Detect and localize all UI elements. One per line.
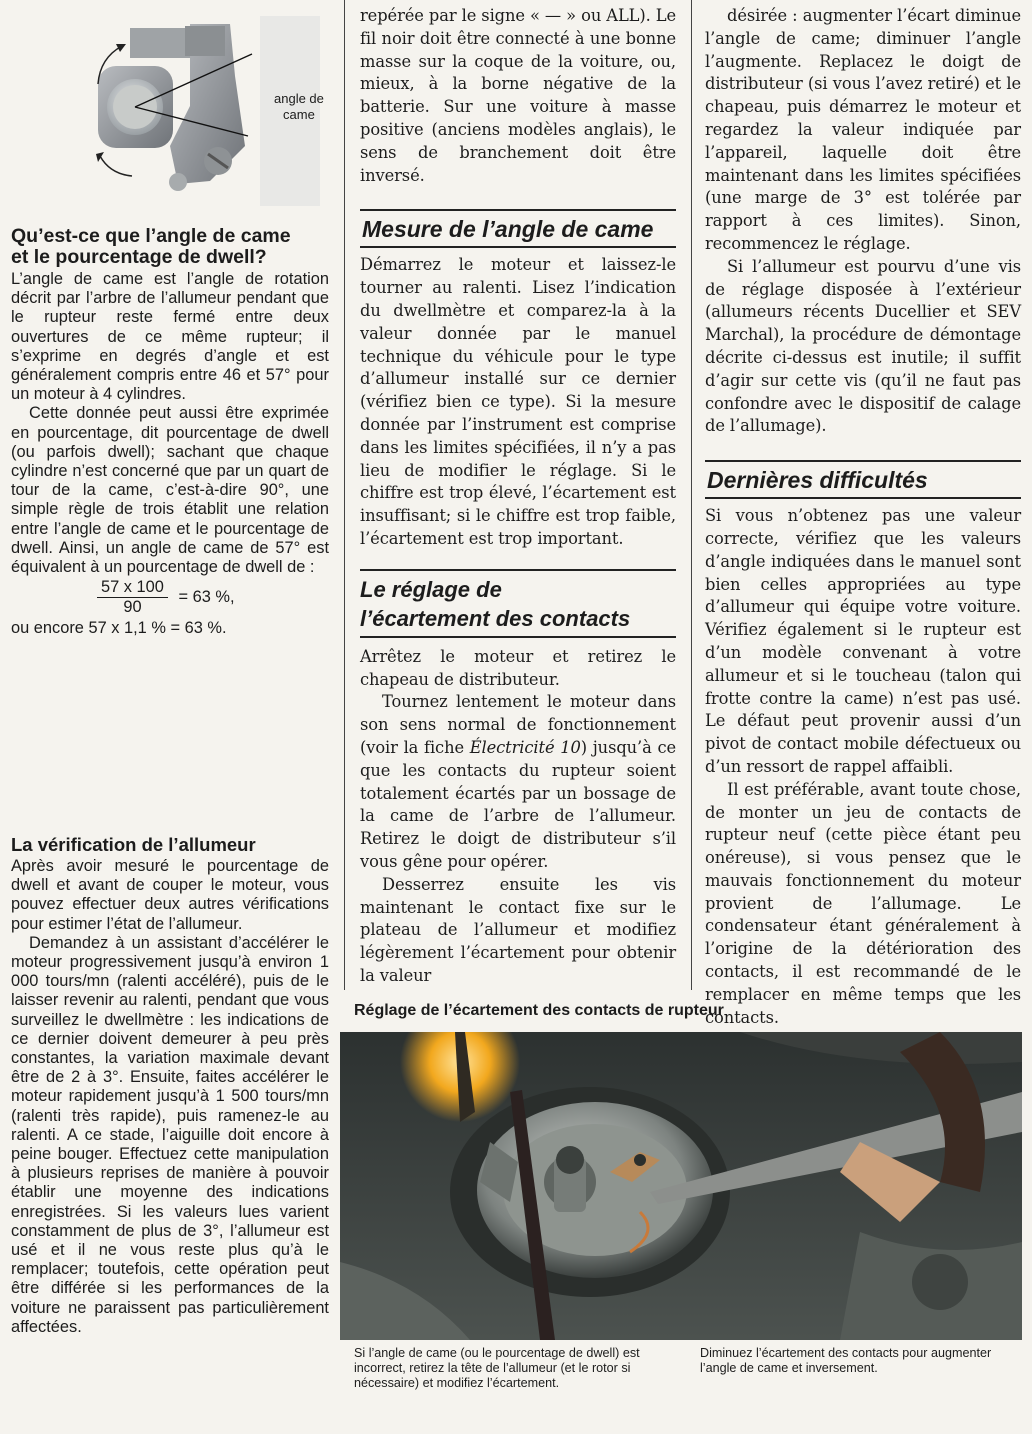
turn-engine-text-start: Tournez lentement le moteur dans son sens normal de fonctionnement (voir la fiche <box>360 692 676 757</box>
formula-fraction <box>97 578 329 617</box>
paragraph-assistant-procedure: Demandez à un assistant d’accélérer le moteur progressivement jusqu’à environ 1 000 tours/mn (ralenti accéléré), puis de le laisser revenir au ralenti, pendant que vous surveillez le dwellmètre : les indications de ce dernier doivent demeurer à peu près constantes, la variation maximale devant être de 2 à 3°. Ensuite, faites accélérer le moteur rapidement jusqu’à 1 500 tours/mn (ralenti très rapide), puis ramenez-le au ralenti. A ce stade, l’aiguille doit encore à peine bouger. Effectuez cette manipulation à plusieurs reprises de manière à pouvoir établir une moyenne des indications enregistrées. Si les valeurs lues varient constamment de plus de 3°, l’allumeur est usé et il ne vous reste plus qu’à le remplacer; toutefois, cette opération peut être différée si les performances de la voiture ne paraissent pas particulièrement affectées. <box>11 933 329 1336</box>
fraction-result: = 63 %, <box>178 588 235 607</box>
heading-last-difficulties: Dernières difficultés <box>705 460 1021 499</box>
heading-line1: Le réglage de <box>360 576 502 602</box>
left-column <box>11 226 329 638</box>
heading-distributor-check: La vérification de l’allumeur <box>11 834 256 855</box>
middle-text-block-1 <box>360 5 676 187</box>
paragraph-desired-value: désirée : augmenter l’écart diminue l’angle de came; diminuer l’angle l’augmente. Replacez le doigt de distributeur (si vous l’avez retiré) et le chapeau, puis démarrez le moteur et regardez la valeur indiquée par l’appareil, laquelle doit être maintenant dans les limites spécifiées (une marge de 3° est tolérée par rapport à ces limites). Sinon, recommencez le réglage. <box>705 6 1021 253</box>
paragraph-adjustment-screw: Si l’allumeur est pourvu d’une vis de réglage disposée à l’extérieur (allumeurs récents Ducellier et SEV Marchal), la procédure de démontage décrite ci-dessus est inutile; il suffit d’agir sur cette vis (qu’il ne faut pas confondre avec le dispositif de calage de l’allumage). <box>705 256 1021 436</box>
diagram-label-line2: came <box>283 107 315 122</box>
right-column <box>705 5 1021 1029</box>
heading-contact-gap-adjustment <box>360 575 676 633</box>
middle-text-block-2 <box>360 254 676 550</box>
heading-line2: l’écartement des contacts <box>360 605 631 631</box>
heading-cam-angle-question <box>11 226 329 268</box>
reference-electricite-10: Électricité 10 <box>469 737 581 757</box>
fraction <box>97 578 168 617</box>
paragraph-turn-engine <box>360 691 676 873</box>
right-text-block-1 <box>705 5 1021 438</box>
left-column-lower <box>11 834 329 1337</box>
fraction-numerator: 57 x 100 <box>97 578 168 598</box>
heading-line2: et le pourcentage de dwell? <box>11 246 267 268</box>
caption-right: Diminuez l’écartement des contacts pour augmenter l’angle de came et inversement. <box>700 1346 992 1375</box>
distributor-photo <box>340 1032 1022 1340</box>
paragraph-wire-connection: repérée par le signe « — » ou ALL). Le fil noir doit être connecté à une bonne masse sur la coque de la voiture, ou, mieux, à la borne négative de la batterie. Sur une voiture à masse positive (anciens modèles anglais), le sens de branchement doit être inversé. <box>360 6 677 185</box>
cam-angle-diagram <box>60 6 340 206</box>
diagram-label <box>274 91 324 123</box>
paragraph-cam-angle-definition: L’angle de came est l’angle de rotation décrit par l’arbre de l’allumeur pendant que le rupteur reste fermé entre deux ouvertures de ce même rupteur; il s’exprime en degrés d’angle et est généralement compris entre 46 et 57° pour un moteur à 4 cylindres. <box>11 270 329 404</box>
middle-text-block-3 <box>360 646 676 988</box>
fraction-denominator: 90 <box>123 598 142 617</box>
heading-cam-angle-measurement: Mesure de l’angle de came <box>360 209 676 248</box>
paragraph-dwell-percentage: Cette donnée peut aussi être exprimée en pourcentage, dit pourcentage de dwell (ou parfois dwell); sachant que chaque cylindre n’est concerné que par un quart de tour de la came, c’est-à-dire 90°, une simple règle de trois établit une relation entre l’angle de came et le pourcentage de dwell. Ainsi, un angle de came de 57° est équivalent à un pourcentage de dwell de : <box>11 404 329 577</box>
photo-section <box>340 1000 1022 1022</box>
column-divider-right <box>691 0 692 990</box>
section-rule-top <box>360 569 676 571</box>
paragraph-new-contacts: Il est préférable, avant toute chose, de monter un jeu de contacts de rupteur neuf (cette pièce étant peu onéreuse), si vous pensez que le mauvais fonctionnement du moteur provient de l’allumage. Le condensateur étant généralement à l’origine de la détérioration des contacts, il est recommandé de le remplacer en même temps que les contacts. <box>705 779 1021 1027</box>
column-divider-left <box>344 0 345 990</box>
left-text-block-1 <box>11 270 329 577</box>
turn-engine-text-end: ) jusqu’à ce que les contacts du rupteur soient totalement écartés par un bossage de la came de l’arbre de l’allumeur. Retirez le doigt de distributeur s’il vous gêne pour opérer. <box>360 737 676 871</box>
contact-gap-photo-illustration <box>340 1032 1022 1340</box>
paragraph-loosen-screws: Desserrez ensuite les vis maintenant le contact fixe sur le plateau de l’allumeur et modifiez légèrement l’écartement pour obtenir la valeur <box>360 874 676 985</box>
middle-column <box>360 5 676 988</box>
paragraph-after-measuring: Après avoir mesuré le pourcentage de dwell et avant de couper le moteur, vous pouvez effectuer deux autres vérifications pour estimer l’état de l’allumeur. <box>11 857 329 933</box>
right-text-block-2 <box>705 505 1021 1029</box>
photo-title: Réglage de l’écartement des contacts de rupteur <box>354 1002 724 1019</box>
section-rule-bottom <box>360 636 676 638</box>
diagram-label-line1: angle de <box>274 91 324 106</box>
heading-line1: Qu’est-ce que l’angle de came <box>11 225 291 247</box>
paragraph-stop-engine: Arrêtez le moteur et retirez le chapeau de distributeur. <box>360 646 676 689</box>
caption-left: Si l’angle de came (ou le pourcentage de dwell) est incorrect, retirez la tête de l’allumeur (et le rotor si nécessaire) et modifiez l’écartement. <box>354 1346 640 1390</box>
left-text-block-2 <box>11 857 329 1337</box>
paragraph-measurement: Démarrez le moteur et laissez-le tourner au ralenti. Lisez l’indication du dwellmètre et comparez-la à la valeur donnée par le manuel technique du véhicule pour le type d’allumeur installé sur ce dernier (vérifiez bien ce type). Si la mesure donnée par l’instrument est comprise dans les limites spécifiées, il n’y a pas lieu de modifier le réglage. Si le chiffre est trop élevé, l’écartement est insuffisant; si le chiffre est trop faible, l’écartement est trop important. <box>360 255 676 548</box>
paragraph-incorrect-value: Si vous n’obtenez pas une valeur correcte, vérifiez que les valeurs d’angle indiquées dans le manuel sont bien celles appropriées au type d’allumeur qui équipe votre voiture. Vérifiez également si le rupteur est d’un modèle convenant à votre allumeur et si le toucheau (talon qui frotte contre la came) n’est pas usé. Le défaut peut provenir aussi d’un pivot de contact mobile défectueux ou d’un ressort de rappel affaibli. <box>705 506 1021 776</box>
formula-alternative: ou encore 57 x 1,1 % = 63 %. <box>11 619 227 638</box>
